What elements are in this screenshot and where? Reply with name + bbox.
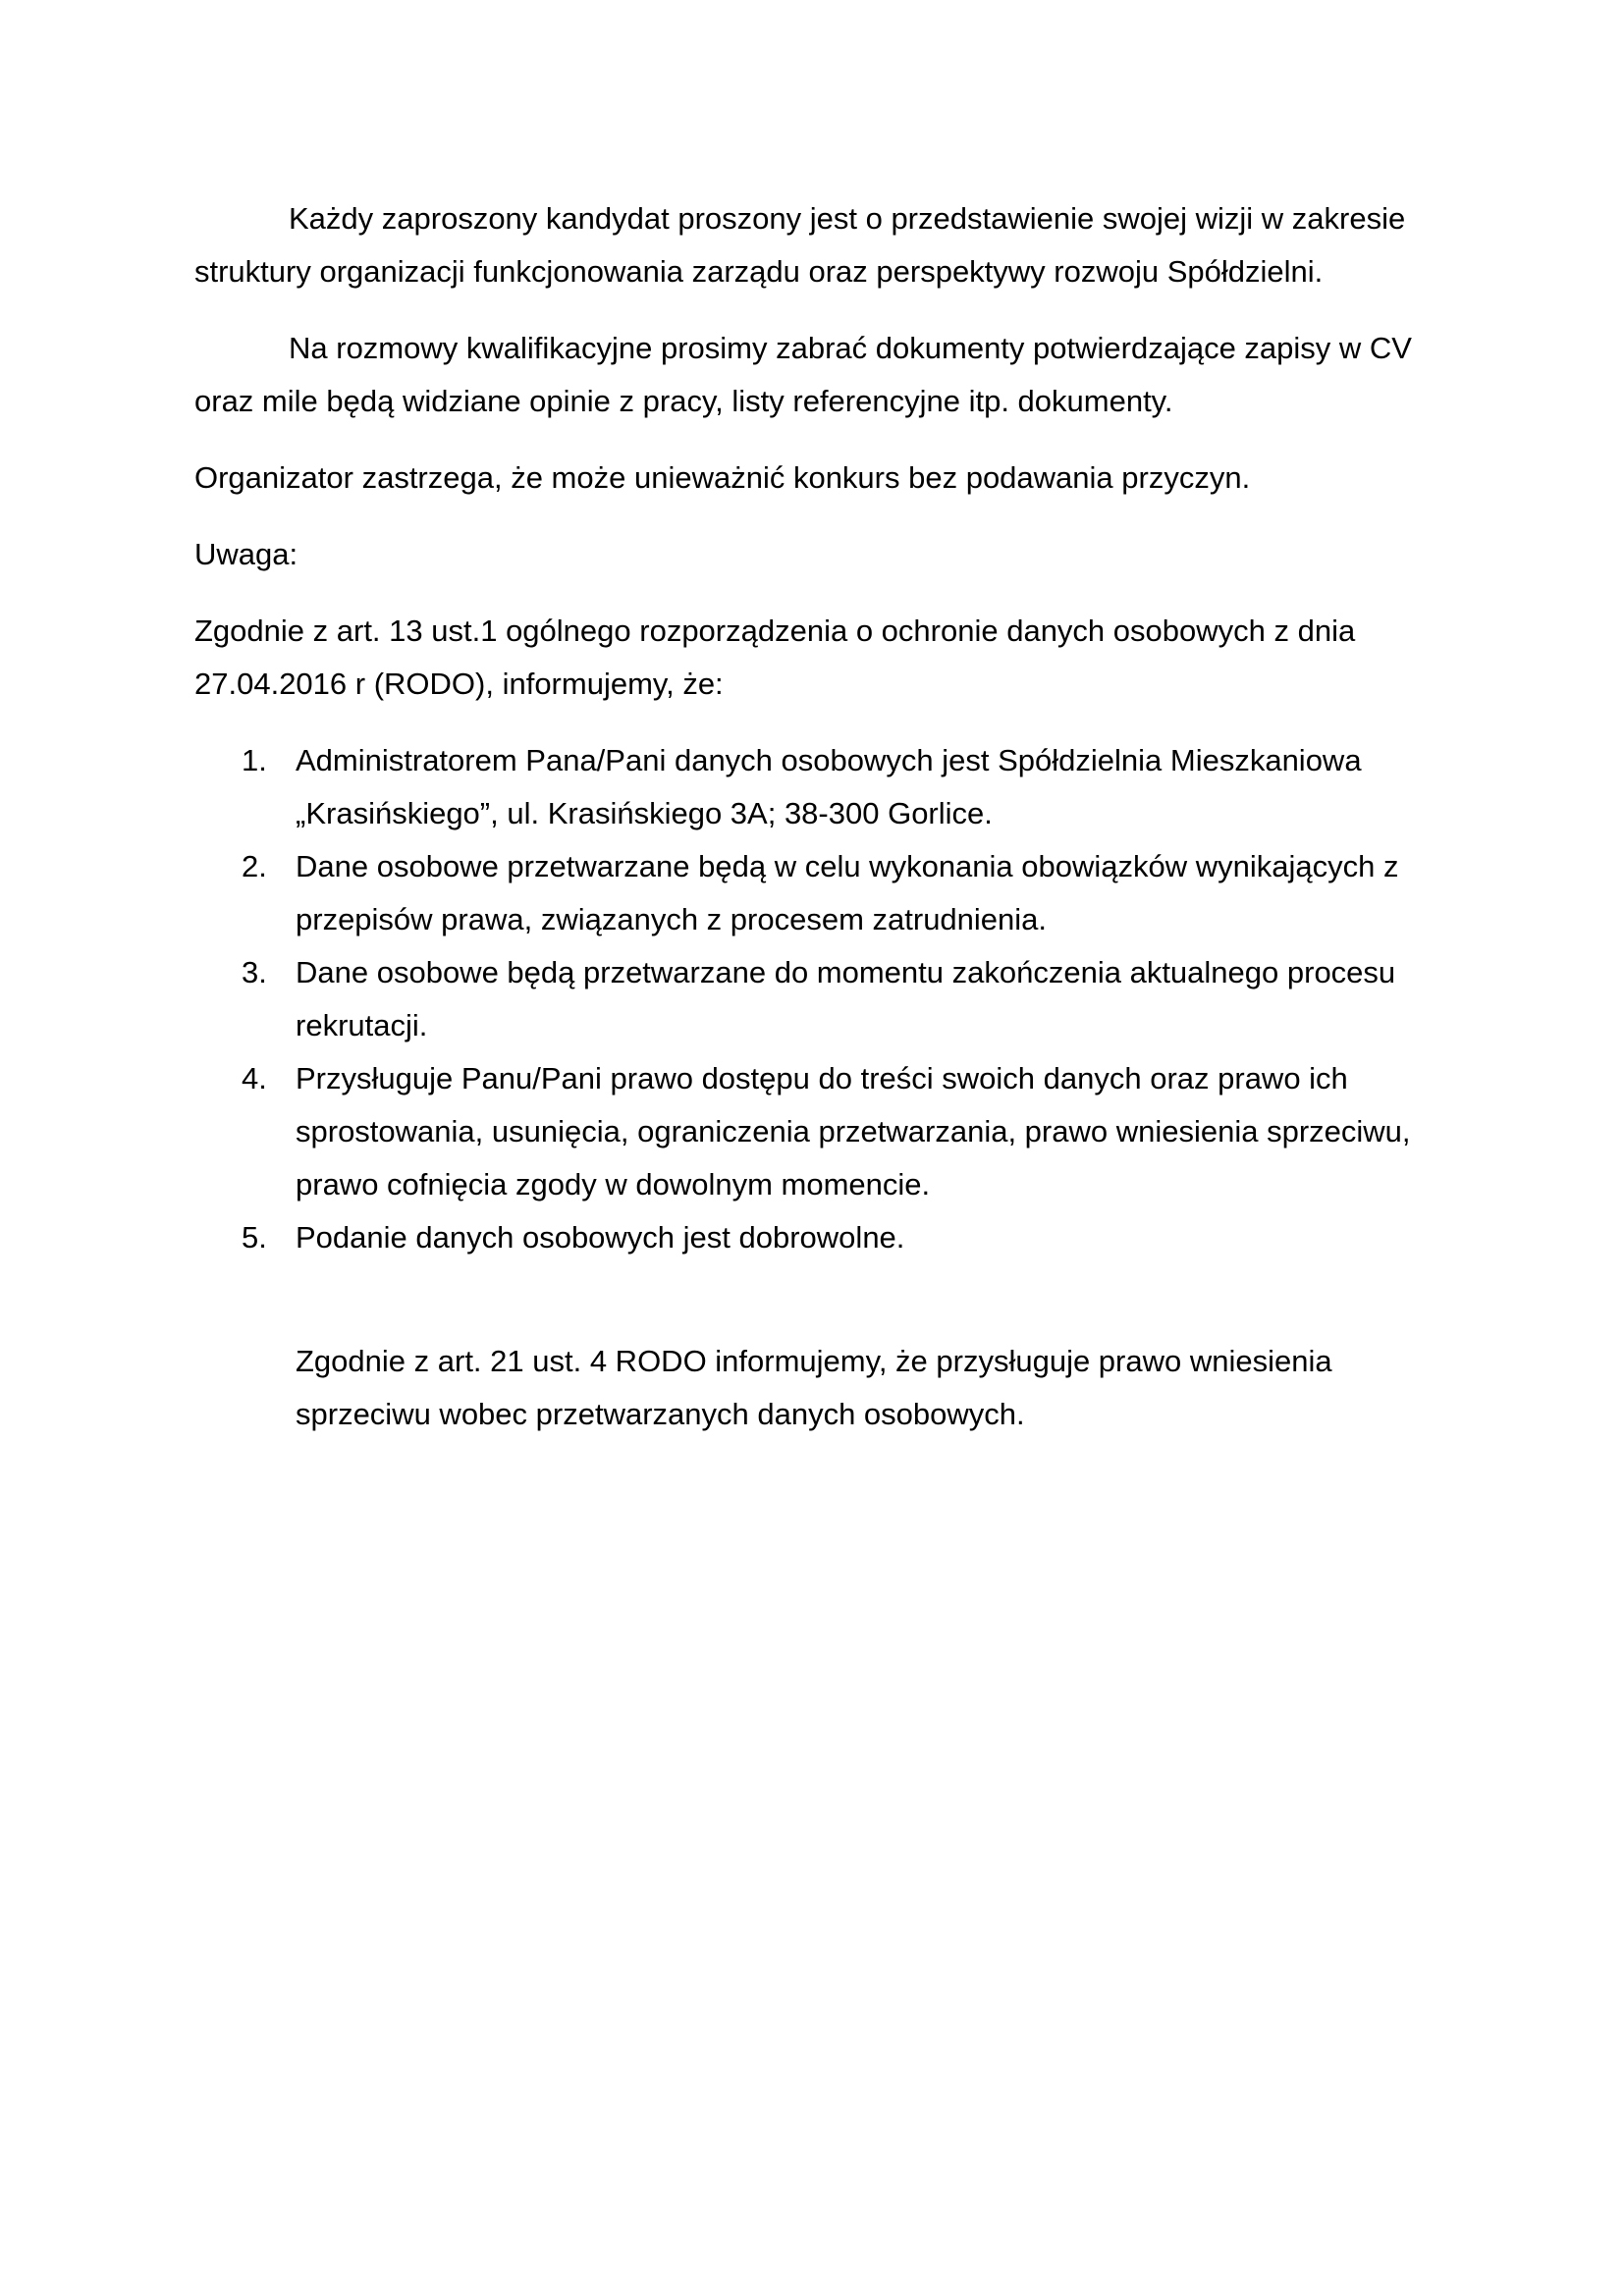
paragraph-rodo-intro: Zgodnie z art. 13 ust.1 ogólnego rozporządzenia o ochronie danych osobowych z dnia 27.04.2016 r (RODO), informujemy, że: <box>194 614 1356 701</box>
rodo-info-list <box>194 734 1471 1264</box>
paragraph-candidate-vision: Każdy zaproszony kandydat proszony jest o przedstawienie swojej wizji w zakresie struktury organizacji funkcjonowania zarządu oraz perspektywy rozwoju Spółdzielni. <box>194 201 1406 289</box>
paragraph-documents: Na rozmowy kwalifikacyjne prosimy zabrać dokumenty potwierdzające zapisy w CV oraz mile będą widziane opinie z pracy, listy referencyjne itp. dokumenty. <box>194 331 1412 418</box>
list-item-number: 3. <box>242 955 267 989</box>
paragraph-cancel-right: Organizator zastrzega, że może unieważnić konkurs bez podawania przyczyn. <box>194 460 1251 495</box>
list-item-text: Podanie danych osobowych jest dobrowolne. <box>296 1220 905 1255</box>
list-item-text: Dane osobowe przetwarzane będą w celu wykonania obowiązków wynikających z przepisów prawa, związanych z procesem zatrudnienia. <box>296 849 1399 936</box>
list-item <box>194 1211 1471 1264</box>
paragraph-objection-right: Zgodnie z art. 21 ust. 4 RODO informujemy, że przysługuje prawo wniesienia sprzeciwu wobec przetwarzanych danych osobowych. <box>296 1344 1332 1431</box>
list-item <box>194 840 1471 946</box>
list-item-number: 4. <box>242 1061 267 1095</box>
list-item-number: 1. <box>242 743 267 777</box>
list-item-text: Dane osobowe będą przetwarzane do momentu zakończenia aktualnego procesu rekrutacji. <box>296 955 1396 1042</box>
list-item-number: 5. <box>242 1220 267 1255</box>
list-item <box>194 1052 1471 1211</box>
list-item-text: Przysługuje Panu/Pani prawo dostępu do treści swoich danych oraz prawo ich sprostowania, usunięcia, ograniczenia przetwarzania, prawo wniesienia sprzeciwu, prawo cofnięcia zgody w dowolnym momencie. <box>296 1061 1411 1201</box>
list-item <box>194 946 1471 1052</box>
document-body <box>194 192 1471 1441</box>
list-item-text: Administratorem Pana/Pani danych osobowych jest Spółdzielnia Mieszkaniowa „Krasińskiego”, ul. Krasińskiego 3A; 38-300 Gorlice. <box>296 743 1362 830</box>
paragraph-note-heading: Uwaga: <box>194 537 298 571</box>
list-item <box>194 734 1471 840</box>
list-item-number: 2. <box>242 849 267 883</box>
